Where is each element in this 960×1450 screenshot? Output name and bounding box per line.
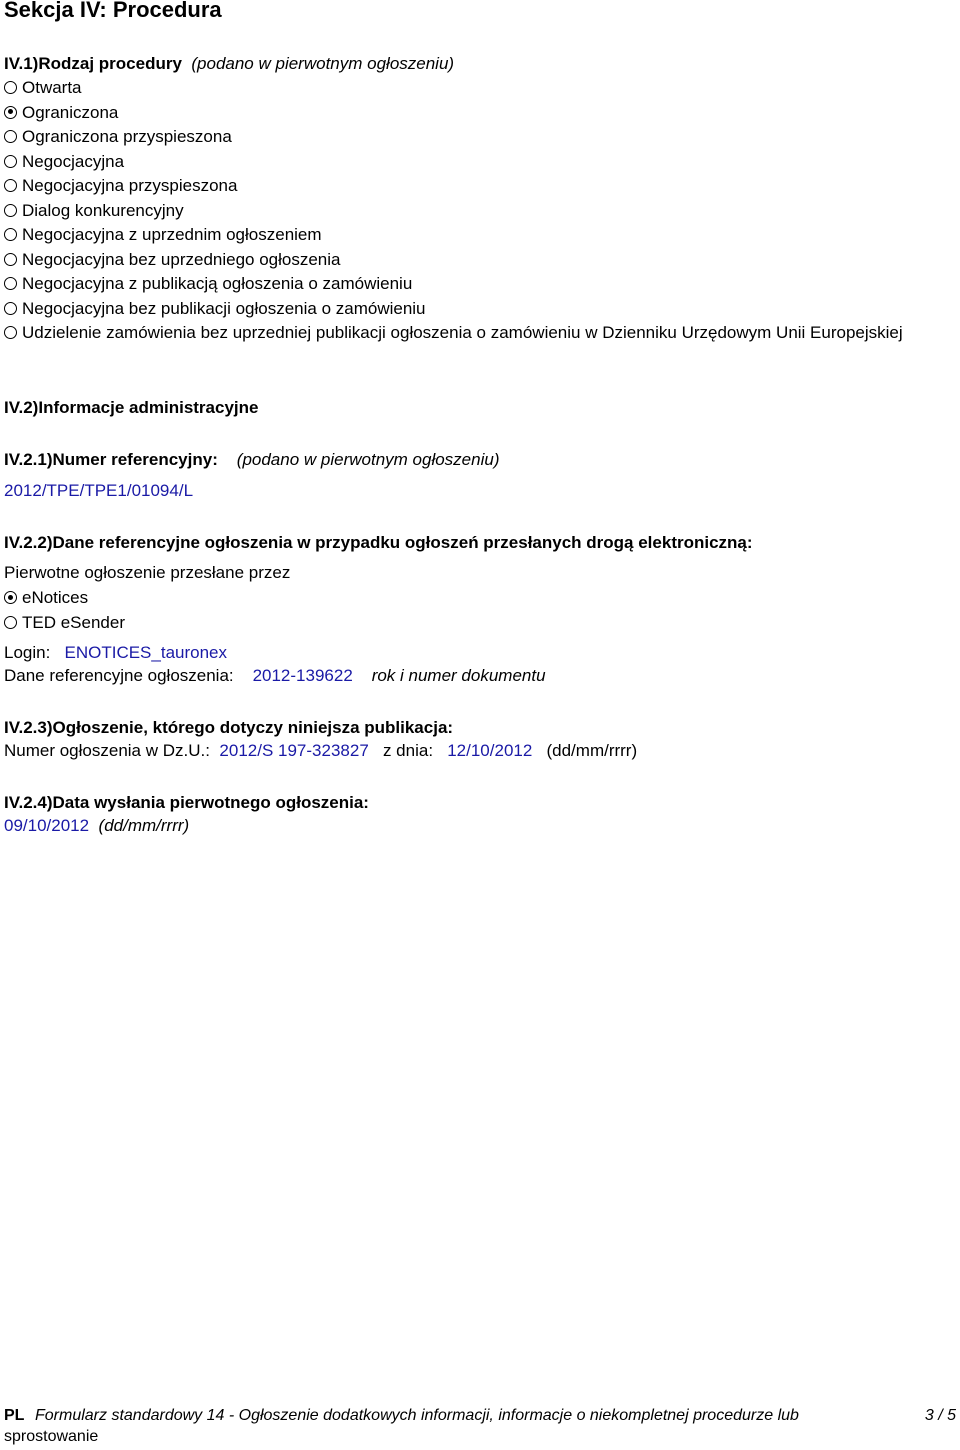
original-date-value: 09/10/2012 xyxy=(4,816,90,835)
iv21-note: (podano w pierwotnym ogłoszeniu) xyxy=(236,450,500,469)
procedure-option-label: Otwarta xyxy=(22,78,82,97)
iv22-heading: IV.2.2)Dane referencyjne ogłoszenia w przypadku ogłoszeń przesłanych drogą elektroniczną: xyxy=(4,533,753,552)
procedure-option xyxy=(4,102,118,124)
procedure-option-label: Negocjacyjna bez uprzedniego ogłoszenia xyxy=(22,249,341,269)
notice-number-row xyxy=(4,740,637,762)
notice-number-value: 2012/S 197-323827 xyxy=(219,741,369,760)
procedure-option xyxy=(4,273,412,295)
procedure-option xyxy=(4,151,124,173)
notice-date-label: z dnia: xyxy=(382,741,434,760)
iv1-heading xyxy=(4,53,454,75)
radio-unchecked-icon[interactable] xyxy=(4,179,17,192)
footer-language: PL xyxy=(4,1407,25,1424)
procedure-option xyxy=(4,224,322,246)
procedure-option xyxy=(4,77,82,99)
iv1-note: (podano w pierwotnym ogłoszeniu) xyxy=(191,54,455,73)
radio-unchecked-icon[interactable] xyxy=(4,277,17,290)
footer-form-title-cont: sprostowanie xyxy=(4,1428,99,1445)
footer-page-number: 3 / 5 xyxy=(924,1407,956,1424)
radio-unchecked-icon[interactable] xyxy=(4,616,17,629)
radio-checked-icon[interactable] xyxy=(4,591,17,604)
sender-option-label: eNotices xyxy=(22,588,89,607)
iv1-label: IV.1)Rodzaj procedury xyxy=(4,54,182,73)
procedure-option xyxy=(4,200,184,222)
ref-data-note: rok i numer dokumentu xyxy=(371,666,546,685)
procedure-option-label: Negocjacyjna bez publikacji ogłoszenia o zamówieniu xyxy=(22,298,426,318)
radio-unchecked-icon[interactable] xyxy=(4,81,17,94)
iv23-heading: IV.2.3)Ogłoszenie, którego dotyczy niniejsza publikacja: xyxy=(4,718,454,737)
ref-data-value: 2012-139622 xyxy=(252,666,353,685)
sender-option xyxy=(4,612,125,634)
procedure-option xyxy=(4,298,426,320)
radio-checked-icon[interactable] xyxy=(4,106,17,119)
radio-unchecked-icon[interactable] xyxy=(4,253,17,266)
iv24-heading: IV.2.4)Data wysłania pierwotnego ogłoszenia: xyxy=(4,793,369,812)
notice-number-label: Numer ogłoszenia w Dz.U.: xyxy=(4,741,210,760)
sender-option xyxy=(4,587,88,609)
radio-unchecked-icon[interactable] xyxy=(4,228,17,241)
procedure-option-label: Dialog konkurencyjny xyxy=(22,200,184,220)
login-label: Login: xyxy=(4,643,51,662)
procedure-option xyxy=(4,126,232,148)
procedure-option xyxy=(4,322,949,344)
procedure-option-label: Negocjacyjna przyspieszona xyxy=(22,176,238,195)
section-title: Sekcja IV: Procedura xyxy=(4,0,222,22)
login-value: ENOTICES_tauronex xyxy=(64,643,228,662)
footer-form-title: Formularz standardowy 14 - Ogłoszenie dodatkowych informacji, informacje o niekompletnej procedurze lub xyxy=(35,1407,799,1424)
iv21-heading xyxy=(4,449,499,471)
sent-via-label: Pierwotne ogłoszenie przesłane przez xyxy=(4,563,291,582)
procedure-option-label: Negocjacyjna z uprzednim ogłoszeniem xyxy=(22,225,322,244)
login-row xyxy=(4,642,227,664)
original-date-format: (dd/mm/rrrr) xyxy=(98,816,190,835)
radio-unchecked-icon[interactable] xyxy=(4,155,17,168)
procedure-option xyxy=(4,249,341,271)
procedure-option xyxy=(4,175,237,197)
procedure-option-label: Ograniczona przyspieszona xyxy=(22,127,232,146)
original-date-row xyxy=(4,815,189,837)
procedure-option-label: Ograniczona xyxy=(22,102,119,122)
iv2-heading: IV.2)Informacje administracyjne xyxy=(4,398,259,417)
notice-date-format: (dd/mm/rrrr) xyxy=(546,741,638,760)
radio-unchecked-icon[interactable] xyxy=(4,302,17,315)
reference-number: 2012/TPE/TPE1/01094/L xyxy=(4,481,194,500)
procedure-option-label: Udzielenie zamówienia bez uprzedniej publikacji ogłoszenia o zamówieniu w Dzienniku Urzędowym Unii Europejskiej xyxy=(22,323,903,342)
sender-option-label: TED eSender xyxy=(22,612,125,632)
radio-unchecked-icon[interactable] xyxy=(4,326,17,339)
procedure-option-label: Negocjacyjna z publikacją ogłoszenia o zamówieniu xyxy=(22,274,413,293)
ref-data-label: Dane referencyjne ogłoszenia: xyxy=(4,666,234,685)
iv21-label: IV.2.1)Numer referencyjny: xyxy=(4,450,218,469)
radio-unchecked-icon[interactable] xyxy=(4,130,17,143)
notice-date-value: 12/10/2012 xyxy=(447,741,533,760)
radio-unchecked-icon[interactable] xyxy=(4,204,17,217)
procedure-option-label: Negocjacyjna xyxy=(22,151,125,171)
ref-data-row xyxy=(4,665,546,687)
